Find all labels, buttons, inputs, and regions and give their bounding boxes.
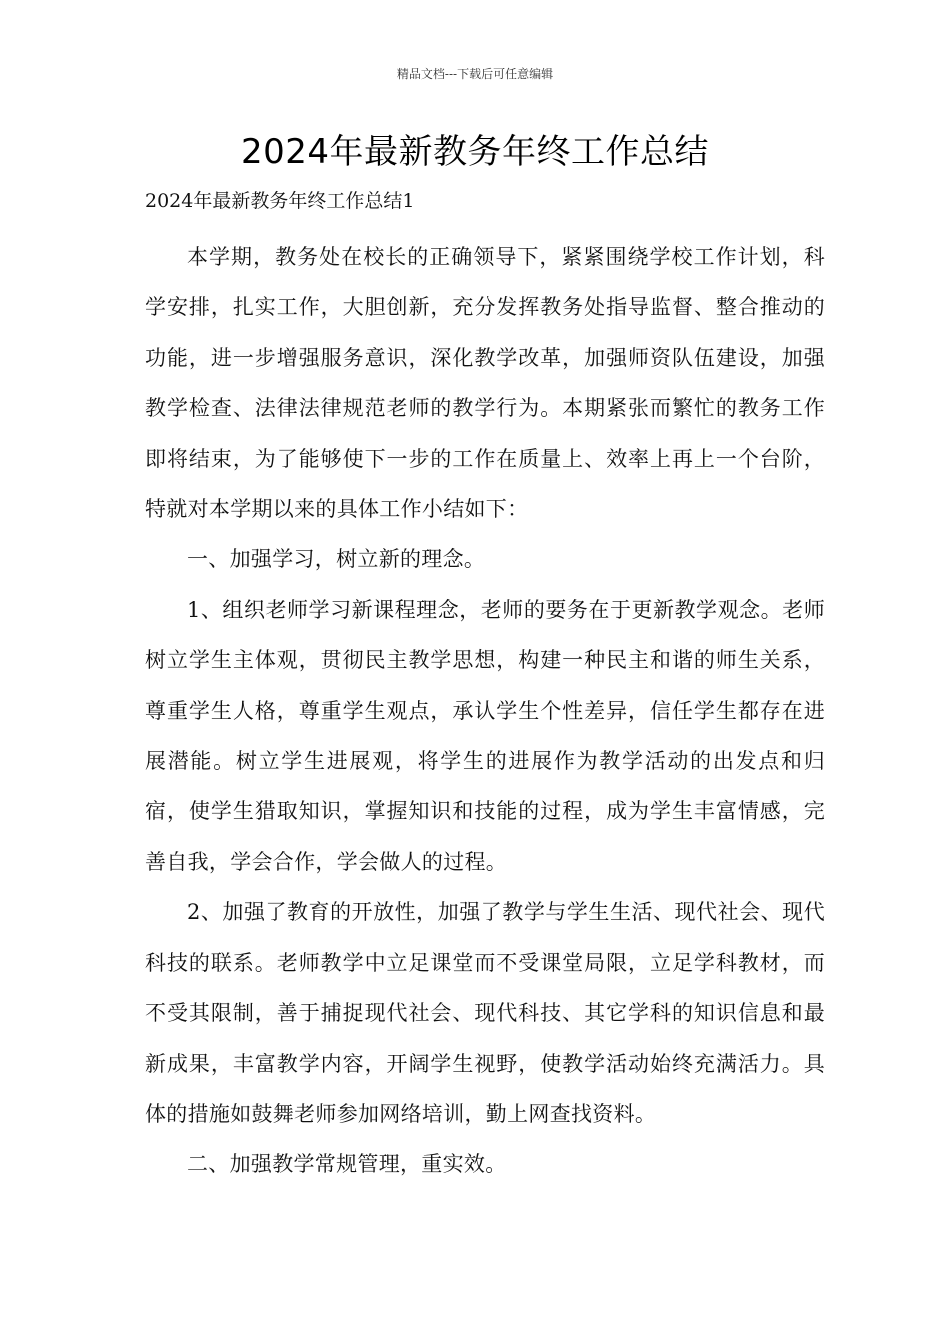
section-heading-1: 一、加强学习，树立新的理念。 bbox=[187, 547, 486, 572]
paragraph-intro: 本学期，教务处在校长的正确领导下，紧紧围绕学校工作计划，科学安排，扎实工作，大胆创新，充分发挥教务处指导监督、整合推动的功能，进一步增强服务意识，深化教学改革，加强师资队伍建设，加强教学检查、法律法律规范老师的教学行为。本期紧张而繁忙的教务工作即将结束，为了能够使下一步的工作在质量上、效率上再上一个台阶，特就对本学期以来的具体工作小结如下： bbox=[145, 245, 825, 522]
document-body bbox=[145, 232, 825, 1190]
paragraph-item-1: 1、组织老师学习新课程理念，老师的要务在于更新教学观念。老师树立学生主体观，贯彻民主教学思想，构建一种民主和谐的师生关系，尊重学生人格，尊重学生观点，承认学生个性差异，信任学生都存在进展潜能。树立学生进展观，将学生的进展作为教学活动的出发点和归宿，使学生猎取知识，掌握知识和技能的过程，成为学生丰富情感，完善自我，学会合作，学会做人的过程。 bbox=[145, 597, 825, 874]
paragraph-item-2: 2、加强了教育的开放性，加强了教学与学生生活、现代社会、现代科技的联系。老师教学中立足课堂而不受课堂局限，立足学科教材，而不受其限制，善于捕捉现代社会、现代科技、其它学科的知识信息和最新成果，丰富教学内容，开阔学生视野，使教学活动始终充满活力。具体的措施如鼓舞老师参加网络培训，勤上网查找资料。 bbox=[145, 900, 825, 1126]
document-title: 2024年最新教务年终工作总结 bbox=[240, 132, 710, 172]
document-subtitle: 2024年最新教务年终工作总结1 bbox=[145, 190, 415, 212]
header-note: 精品文档---下载后可任意编辑 bbox=[396, 67, 554, 81]
section-heading-2: 二、加强教学常规管理，重实效。 bbox=[187, 1152, 507, 1177]
